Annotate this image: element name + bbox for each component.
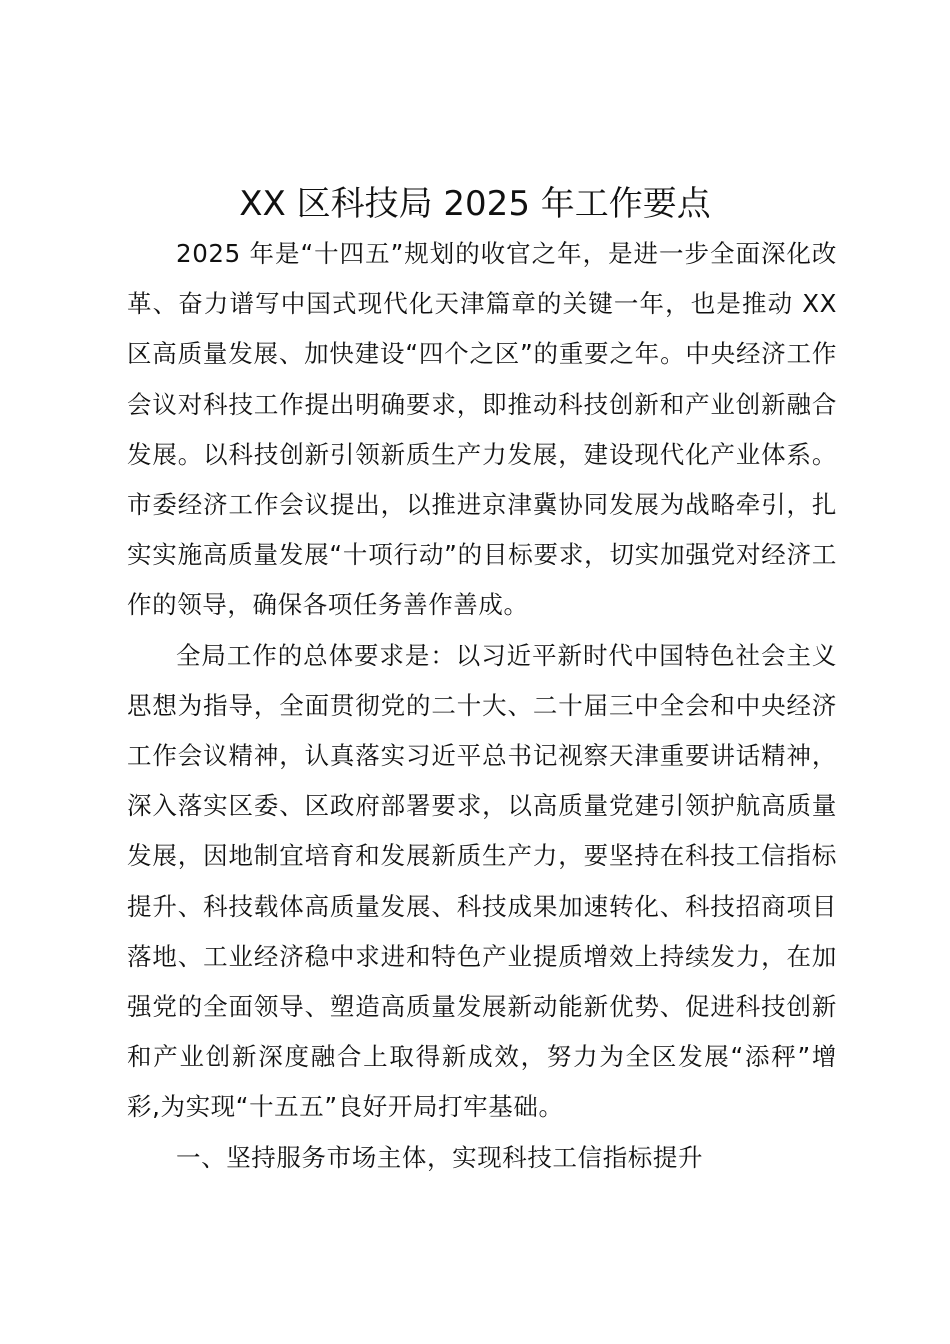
paragraph-intro: 2025 年是“十四五”规划的收官之年，是进一步全面深化改革、奋力谱写中国式现代化天津篇章的关键一年，也是推动 XX 区高质量发展、加快建设“四个之区”的重要之年。中央经济工作会议对科技工作提出明确要求，即推动科技创新和产业创新融合发展。以科技创新引领新质生产力发展，建设现代化产业体系。市委经济工作会议提出，以推进京津冀协同发展为战略牵引，扎实实施高质量发展“十项行动”的目标要求，切实加强党对经济工作的领导，确保各项任务善作善成。: [127, 239, 837, 620]
document-title: XX 区科技局 2025 年工作要点: [239, 184, 711, 224]
section-heading-1: 一、坚持服务市场主体，实现科技工信指标提升: [176, 1142, 704, 1172]
paragraph-overall-requirements: 全局工作的总体要求是：以习近平新时代中国特色社会主义思想为指导，全面贯彻党的二十大、二十届三中全会和中央经济工作会议精神，认真落实习近平总书记视察天津重要讲话精神，深入落实区委、区政府部署要求，以高质量党建引领护航高质量发展，因地制宜培育和发展新质生产力，要坚持在科技工信指标提升、科技载体高质量发展、科技成果加速转化、科技招商项目落地、工业经济稳中求进和特色产业提质增效上持续发力，在加强党的全面领导、塑造高质量发展新动能新优势、促进科技创新和产业创新深度融合上取得新成效，努力为全区发展“添秤”增彩,为实现“十五五”良好开局打牢基础。: [127, 640, 837, 1122]
document-body: [127, 229, 837, 1183]
